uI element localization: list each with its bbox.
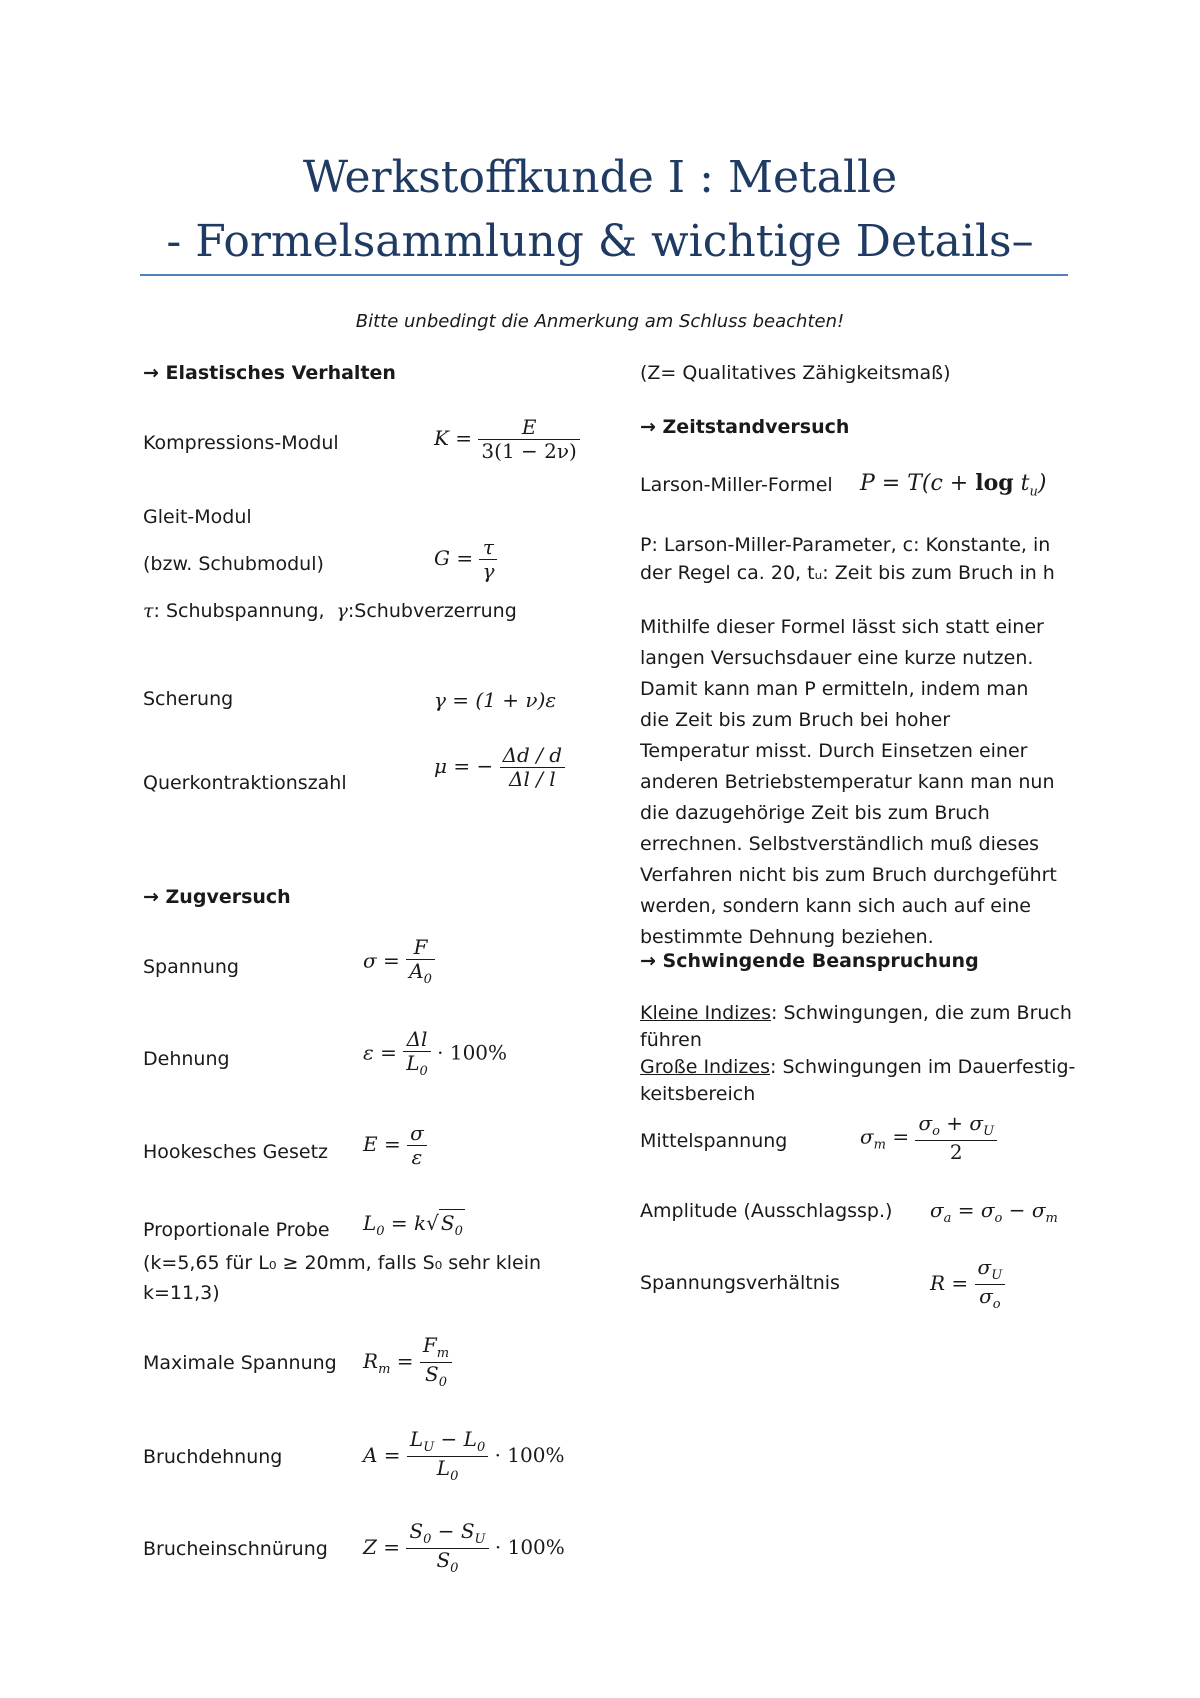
formula-larson-miller: $P = T(c + \log t_u)$ <box>860 470 1047 500</box>
label-proportionale-probe: Proportionale Probe <box>143 1219 330 1241</box>
note-probe-line1: (k=5,65 für L₀ ≥ 20mm, falls S₀ sehr klein <box>143 1252 542 1274</box>
note-grosse-indizes-cont: keitsbereich <box>640 1083 756 1105</box>
formula-querkontraktion: μ = − $\frac{\Delta d / d}{\Delta l / l}$ <box>434 744 565 791</box>
label-scherung: Scherung <box>143 688 234 710</box>
formula-proportionale-probe: $L_0 = k√$ $S_0$ <box>363 1211 463 1239</box>
label-brucheinschnuerung: Brucheinschnürung <box>143 1538 328 1560</box>
note-grosse-indizes: Große Indizes: Schwingungen im Dauerfestig- <box>640 1056 1076 1078</box>
label-schubmodul: (bzw. Schubmodul) <box>143 553 324 575</box>
label-bruchdehnung: Bruchdehnung <box>143 1446 283 1468</box>
formula-gleitmodul: G = $\frac{\tau}{\gamma}$ <box>434 536 497 583</box>
heading-zeitstandversuch: → Zeitstandversuch <box>640 416 850 438</box>
formula-dehnung: ε = $\frac{\Delta l}{L_0}$ · 100% <box>363 1027 508 1079</box>
note-tau-gamma: τ: Schubspannung, γ:Schubverzerrung <box>143 600 517 622</box>
page-title-line2: - Formelsammlung & wichtige Details– <box>166 216 1034 267</box>
page-title-line1: Werkstoffkunde I : Metalle <box>302 152 898 203</box>
formula-amplitude: $\sigma_a = \sigma_o - \sigma_m$ <box>930 1198 1058 1226</box>
formula-mittelspannung: $\sigma_m$ = $\frac{\sigma_o + \sigma_U}{2}$ <box>860 1112 997 1164</box>
subtitle-note: Bitte unbedingt die Anmerkung am Schluss beachten! <box>355 311 845 332</box>
formula-bruchdehnung: A = $\frac{L_U - L_0}{L_0}$ · 100% <box>363 1427 565 1484</box>
label-spannungsverhaeltnis: Spannungsverhältnis <box>640 1272 840 1294</box>
heading-elastisches-verhalten: → Elastisches Verhalten <box>143 362 396 384</box>
heading-zugversuch: → Zugversuch <box>143 886 291 908</box>
lm-paragraph: Mithilfe dieser Formel lässt sich statt einer langen Versuchsdauer eine kurze nutzen. Damit kann man P ermitteln, indem man die Zeit bis zum Bruch bei hoher Temperatur misst. Durch Einsetzen einer anderen Betriebstemperatur kann man nun die dazugehörige Zeit bis zum Bruch errechnen. Selbstverständlich muß dieses Verfahren nicht bis zum Bruch durchgeführt werden, sondern kann sich auch auf eine bestimmte Dehnung beziehen. <box>640 616 1057 948</box>
formula-spannung: σ = $\frac{F}{A_0}$ <box>363 936 435 988</box>
label-querkontraktionszahl: Querkontraktionszahl <box>143 772 347 794</box>
label-mittelspannung: Mittelspannung <box>640 1130 788 1152</box>
label-gleit-modul: Gleit-Modul <box>143 506 252 528</box>
formula-spannungsverhaeltnis: R = $\frac{\sigma_U}{\sigma_o}$ <box>930 1256 1005 1313</box>
label-kompressions-modul: Kompressions-Modul <box>143 432 339 454</box>
formula-brucheinschnuerung: Z = $\frac{S_0 - S_U}{S_0}$ · 100% <box>363 1519 565 1576</box>
lm-desc-line2: der Regel ca. 20, tᵤ: Zeit bis zum Bruch in h <box>640 562 1055 584</box>
lm-desc-line1: P: Larson-Miller-Parameter, c: Konstante, in <box>640 534 1051 556</box>
label-amplitude: Amplitude (Ausschlagssp.) <box>640 1200 893 1222</box>
formula-hooke: E = $\frac{\sigma}{\varepsilon}$ <box>363 1122 427 1169</box>
note-kleine-indizes: Kleine Indizes: Schwingungen, die zum Bruch <box>640 1002 1072 1024</box>
title-divider <box>140 274 1068 276</box>
formula-maximale-spannung: $R_m$ = $\frac{F_m}{S_0}$ <box>363 1334 452 1391</box>
note-z-zaehigkeitsmass: (Z= Qualitatives Zähigkeitsmaß) <box>640 362 951 384</box>
label-maximale-spannung: Maximale Spannung <box>143 1352 337 1374</box>
label-dehnung: Dehnung <box>143 1048 230 1070</box>
note-kleine-indizes-cont: führen <box>640 1029 702 1051</box>
formula-kompressionsmodul: K = $\frac{E}{3(1 - 2\nu)}$ <box>434 416 580 463</box>
label-spannung: Spannung <box>143 956 239 978</box>
formula-scherung: γ = (1 + ν)ε <box>434 688 557 712</box>
label-hookesches-gesetz: Hookesches Gesetz <box>143 1141 328 1163</box>
heading-schwingende-beanspruchung: → Schwingende Beanspruchung <box>640 950 979 972</box>
note-probe-line2: k=11,3) <box>143 1282 220 1304</box>
label-larson-miller: Larson-Miller-Formel <box>640 474 833 496</box>
